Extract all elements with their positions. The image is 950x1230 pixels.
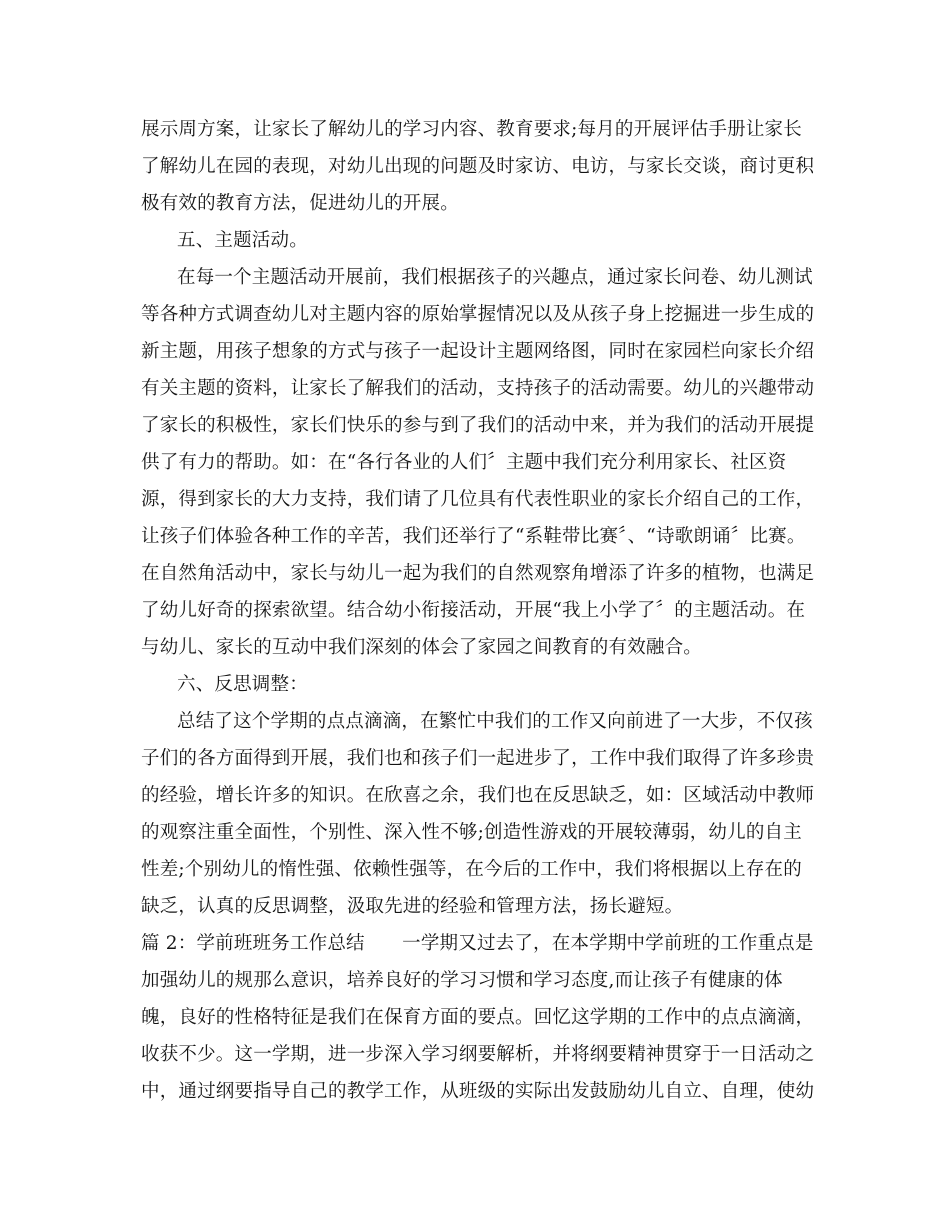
text-line: 性差;个别幼儿的惰性强、依赖性强等，在今后的工作中，我们将根据以上存在的 bbox=[141, 859, 802, 880]
text-line: 有关主题的资料，让家长了解我们的活动，支持孩子的活动需要。幼儿的兴趣带动 bbox=[141, 378, 815, 399]
text-line: 源，得到家长的大力支持，我们请了几位具有代表性职业的家长介绍自己的工作， bbox=[141, 489, 815, 510]
text-line: 等各种方式调查幼儿对主题内容的原始掌握情况以及从孩子身上挖掘进一步生成的 bbox=[141, 304, 815, 325]
text-line: 与幼儿、家长的互动中我们深刻的体会了家园之间教育的有效融合。 bbox=[141, 637, 703, 658]
text-line: 了幼儿好奇的探索欲望。结合幼小衔接活动，开展“我上小学了〞的主题活动。在 bbox=[141, 600, 806, 621]
text-line: 加强幼儿的规那么意识，培养良好的学习习惯和学习态度,而让孩子有健康的体 bbox=[141, 970, 783, 991]
text-line: 让孩子们体验各种工作的辛苦，我们还举行了“系鞋带比赛〞、“诗歌朗诵〞比赛。 bbox=[141, 526, 806, 547]
text-line: 中，通过纲要指导自己的教学工作，从班级的实际出发鼓励幼儿自立、自理，使幼 bbox=[141, 1081, 815, 1102]
text-line: 子们的各方面得到开展，我们也和孩子们一起进步了，工作中我们取得了许多珍贵 bbox=[141, 748, 815, 769]
text-line: 收获不少。这一学期，进一步深入学习纲要解析，并将纲要精神贯穿于一日活动之 bbox=[141, 1044, 815, 1065]
section-heading: 五、主题活动。 bbox=[177, 230, 308, 251]
text-line: 的观察注重全面性，个别性、深入性不够;创造性游戏的开展较薄弱，幼儿的自主 bbox=[141, 822, 802, 843]
text-line: 新主题，用孩子想象的方式与孩子一起设计主题网络图，同时在家园栏向家长介绍 bbox=[141, 341, 815, 362]
text-line: 展示周方案，让家长了解幼儿的学习内容、教育要求;每月的开展评估手册让家长 bbox=[141, 119, 802, 140]
text-line: 缺乏，认真的反思调整，汲取先进的经验和管理方法，扬长避短。 bbox=[141, 896, 684, 917]
text-line: 的经验，增长许多的知识。在欣喜之余，我们也在反思缺乏，如：区域活动中教师 bbox=[141, 785, 815, 806]
text-line: 极有效的教育方法，促进幼儿的开展。 bbox=[141, 193, 459, 214]
text-line: 在自然角活动中，家长与幼儿一起为我们的自然观察角增添了许多的植物，也满足 bbox=[141, 563, 815, 584]
text-line: 总结了这个学期的点点滴滴，在繁忙中我们的工作又向前进了一大步，不仅孩 bbox=[177, 711, 813, 732]
text-line: 了家长的积极性，家长们快乐的参与到了我们的活动中来，并为我们的活动开展提 bbox=[141, 415, 815, 436]
text-line: 供了有力的帮助。如：在“各行各业的人们〞主题中我们充分利用家长、社区资 bbox=[141, 452, 787, 473]
section-heading: 六、反思调整： bbox=[177, 674, 308, 695]
text-line: 了解幼儿在园的表现，对幼儿出现的问题及时家访、电访，与家长交谈，商讨更积 bbox=[141, 156, 815, 177]
text-line: 魄，良好的性格特征是我们在保育方面的要点。回忆这学期的工作中的点点滴滴， bbox=[141, 1007, 815, 1028]
text-line: 在每一个主题活动开展前，我们根据孩子的兴趣点，通过家长问卷、幼儿测试 bbox=[177, 267, 813, 288]
article-heading-line: 篇 2：学前班班务工作总结 一学期又过去了，在本学期中学前班的工作重点是 bbox=[141, 933, 814, 954]
